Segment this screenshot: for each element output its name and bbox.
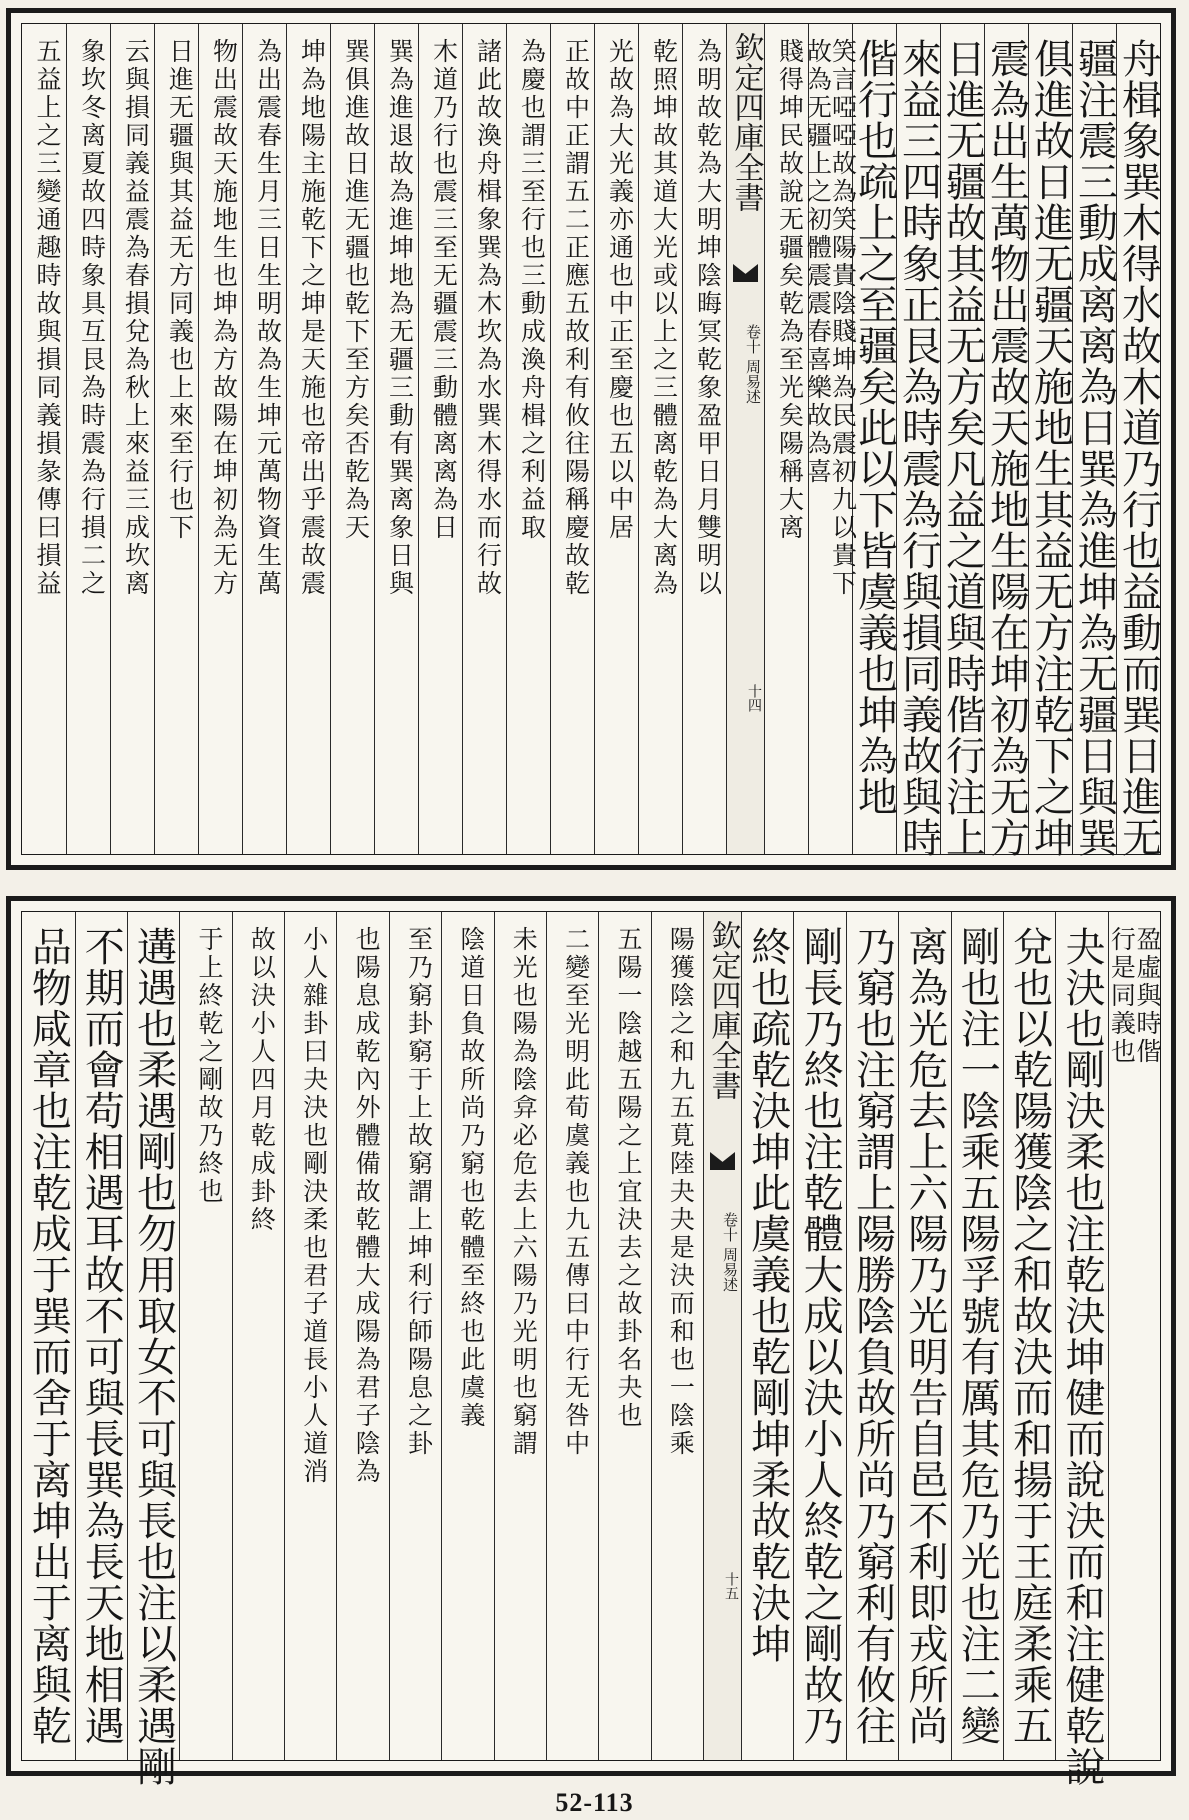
commentary-column: [389, 912, 441, 1760]
commentary-column: [764, 24, 808, 854]
commentary-text: 盈虛與時偕: [1133, 926, 1162, 1066]
commentary-text: 坤為地陽主施乾下之坤是天施也帝出乎震故震: [297, 38, 327, 598]
commentary-column: [550, 24, 594, 854]
volume-label: 卷十 周易述: [721, 1212, 739, 1292]
main-text-column: [852, 24, 896, 854]
main-text: 來益三四時象正艮為時震為行與損同義故與時: [895, 38, 942, 858]
commentary-text: 云與損同義益震為春損兌為秋上來益三成坎离: [121, 38, 151, 598]
main-text: 不期而會苟相遇耳故不可與長巽為長天地相遇: [78, 926, 125, 1746]
commentary-text: 光故為大光義亦通也中正至慶也五以中居: [605, 38, 635, 542]
main-text: 剛長乃終也注乾體大成以決小人終乾之剛故乃: [797, 926, 844, 1746]
commentary-text: 于上終乾之剛故乃終也: [194, 926, 224, 1206]
commentary-text: 至乃窮卦窮于上故窮謂上坤利行師陽息之卦: [404, 926, 434, 1458]
commentary-text: 也陽息成乾內外體備故乾體大成陽為君子陰為: [352, 926, 382, 1486]
commentary-text: 陽獲陰之和九五莧陸夬夬是決而和也一陰乘: [666, 926, 696, 1458]
main-text: 震為出生萬物出震故天施地生陽在坤初為无方: [983, 38, 1030, 858]
top-half-page: [6, 8, 1176, 870]
main-text-column: [1115, 24, 1162, 858]
commentary-column: [110, 24, 154, 854]
commentary-column: [594, 24, 638, 854]
top-text-columns: [21, 23, 1162, 858]
commentary-column: [22, 24, 66, 854]
commentary-text: 陰道日負故所尚乃窮也乾體至終也此虞義: [456, 926, 486, 1430]
main-text-column: [1055, 912, 1107, 1787]
commentary-text: 象坎冬离夏故四時象具互艮為時震為行損二之: [77, 38, 107, 598]
page-number: 52-113: [555, 1788, 634, 1817]
commentary-text: 物出震故天施地生也坤為方故陽在坤初為无方: [209, 38, 239, 598]
main-text-column: [75, 912, 127, 1760]
commentary-text: 木道乃行也震三至无疆震三動體离离為日: [429, 38, 459, 542]
volume-label: 卷十 周易述: [744, 324, 762, 404]
main-text: 偕行也疏上之至疆矣此以下皆虞義也坤為地: [851, 38, 898, 817]
main-text: 舟楫象巽木得水故木道乃行也益動而巽日進无: [1115, 38, 1162, 858]
main-text-column: [983, 24, 1030, 858]
main-text-column: [846, 912, 898, 1760]
commentary-text: 故為无疆上之初體震震春喜樂故為喜: [803, 38, 833, 486]
center-fold-column: [703, 912, 741, 1760]
main-text: 兌也以乾陽獲陰之和故決而和揚于王庭柔乘五: [1006, 926, 1053, 1746]
commentary-column: [198, 24, 242, 854]
commentary-column: [284, 912, 336, 1760]
commentary-text: 笑言啞啞故為笑陽貴陰賤坤為民震初九以貴下: [828, 38, 858, 598]
commentary-column: [494, 912, 546, 1760]
main-text: 离為光危去上六陽乃光明告自邑不利即戎所尚: [901, 926, 948, 1746]
main-text: 品物咸章也注乾成于巽而舍于离坤出于离與乾: [25, 926, 72, 1746]
folio-number: 十四: [746, 684, 762, 712]
commentary-text: 故以決小人四月乾成卦終: [247, 926, 277, 1234]
commentary-column: [1108, 912, 1160, 1760]
commentary-text: 巽俱進故日進无疆也乾下至方矣否乾為天: [341, 38, 371, 542]
main-text: 終也疏乾決坤此虞義也乾剛坤柔故乾決坤: [744, 926, 791, 1664]
book-title: 欽定四庫全書: [728, 32, 764, 212]
main-text-column: [741, 912, 793, 1760]
commentary-column: [374, 24, 418, 854]
commentary-column: [336, 912, 388, 1760]
commentary-column: [418, 24, 462, 854]
main-text-column: [22, 912, 74, 1760]
commentary-column: [682, 24, 726, 854]
commentary-column: [803, 24, 858, 854]
main-text-column: [1003, 912, 1055, 1760]
bottom-text-columns: [21, 911, 1162, 1787]
commentary-column: [242, 24, 286, 854]
main-text-column: [939, 24, 986, 858]
main-text: 疆注震三動成离离為日巽為進坤為无疆日與巽: [1071, 38, 1118, 858]
commentary-text: 五陽一陰越五陽之上宜決去之故卦名夬也: [613, 926, 643, 1430]
commentary-text: 乾照坤故其道大光或以上之三體离乾為大离為: [649, 38, 679, 598]
main-text-column: [793, 912, 845, 1760]
main-text: 日進无疆故其益无方矣凡益之道與時偕行注上: [939, 38, 986, 858]
commentary-column: [66, 24, 110, 854]
main-text: 遘遇也柔遇剛也勿用取女不可與長也注以柔遇剛: [130, 926, 177, 1787]
commentary-text: 未光也陽為陰弇必危去上六陽乃光明也窮謂: [509, 926, 539, 1458]
commentary-column: [638, 24, 682, 854]
commentary-text: 二變至光明此荀虞義也九五傳曰中行无咎中: [561, 926, 591, 1458]
commentary-column: [154, 24, 198, 854]
book-title: 欽定四庫全書: [705, 920, 741, 1100]
main-text-column: [951, 912, 1003, 1760]
main-text-column: [895, 24, 942, 858]
main-text-column: [1071, 24, 1118, 858]
commentary-text: 五益上之三變通趣時故與損同義損彖傳曰損益: [33, 38, 62, 598]
commentary-text: 日進无疆與其益无方同義也上來至行也下: [165, 38, 195, 542]
main-text: 夬決也剛決柔也注乾決坤健而說決而和注健乾說: [1058, 926, 1105, 1787]
commentary-text: 為出震春生月三日生明故為生坤元萬物資生萬: [253, 38, 283, 598]
commentary-column: [462, 24, 506, 854]
main-text: 剛也注一陰乘五陽孚號有厲其危乃光也注二變: [954, 926, 1001, 1746]
commentary-text: 巽為進退故為進坤地為无疆三動有巽离象日與: [385, 38, 415, 598]
bottom-half-page: [6, 896, 1176, 1787]
commentary-column: [598, 912, 650, 1760]
commentary-text: 正故中正謂五二正應五故利有攸往陽稱慶故乾: [561, 38, 591, 598]
commentary-column: [441, 912, 493, 1760]
commentary-column: [651, 912, 703, 1760]
folio-number: 十五: [723, 1572, 739, 1600]
commentary-column: [286, 24, 330, 854]
commentary-column: [330, 24, 374, 854]
commentary-text: 行是同義也: [1107, 926, 1137, 1066]
main-text-column: [1027, 24, 1074, 858]
commentary-text: 賤得坤民故說无疆矣乾為至光矣陽稱大离: [775, 38, 805, 542]
commentary-text: 諸此故渙舟楫象巽為木坎為水巽木得水而行故: [473, 38, 503, 598]
main-text-column: [127, 912, 179, 1787]
main-text-column: [898, 912, 950, 1760]
center-fold-column: [726, 24, 764, 854]
commentary-text: 為慶也謂三至行也三動成渙舟楫之利益取: [517, 38, 547, 542]
commentary-text: 為明故乾為大明坤陰晦冥乾象盈甲日月雙明以: [693, 38, 723, 598]
commentary-column: [546, 912, 598, 1760]
commentary-column: [179, 912, 231, 1760]
main-text: 乃窮也注窮謂上陽勝陰負故所尚乃窮利有攸往: [849, 926, 896, 1746]
commentary-column: [232, 912, 284, 1760]
main-text: 俱進故日進无疆天施地生其益无方注乾下之坤: [1027, 38, 1074, 858]
commentary-column: [506, 24, 550, 854]
commentary-text: 小人雜卦曰夬決也剛決柔也君子道長小人道消: [299, 926, 329, 1486]
